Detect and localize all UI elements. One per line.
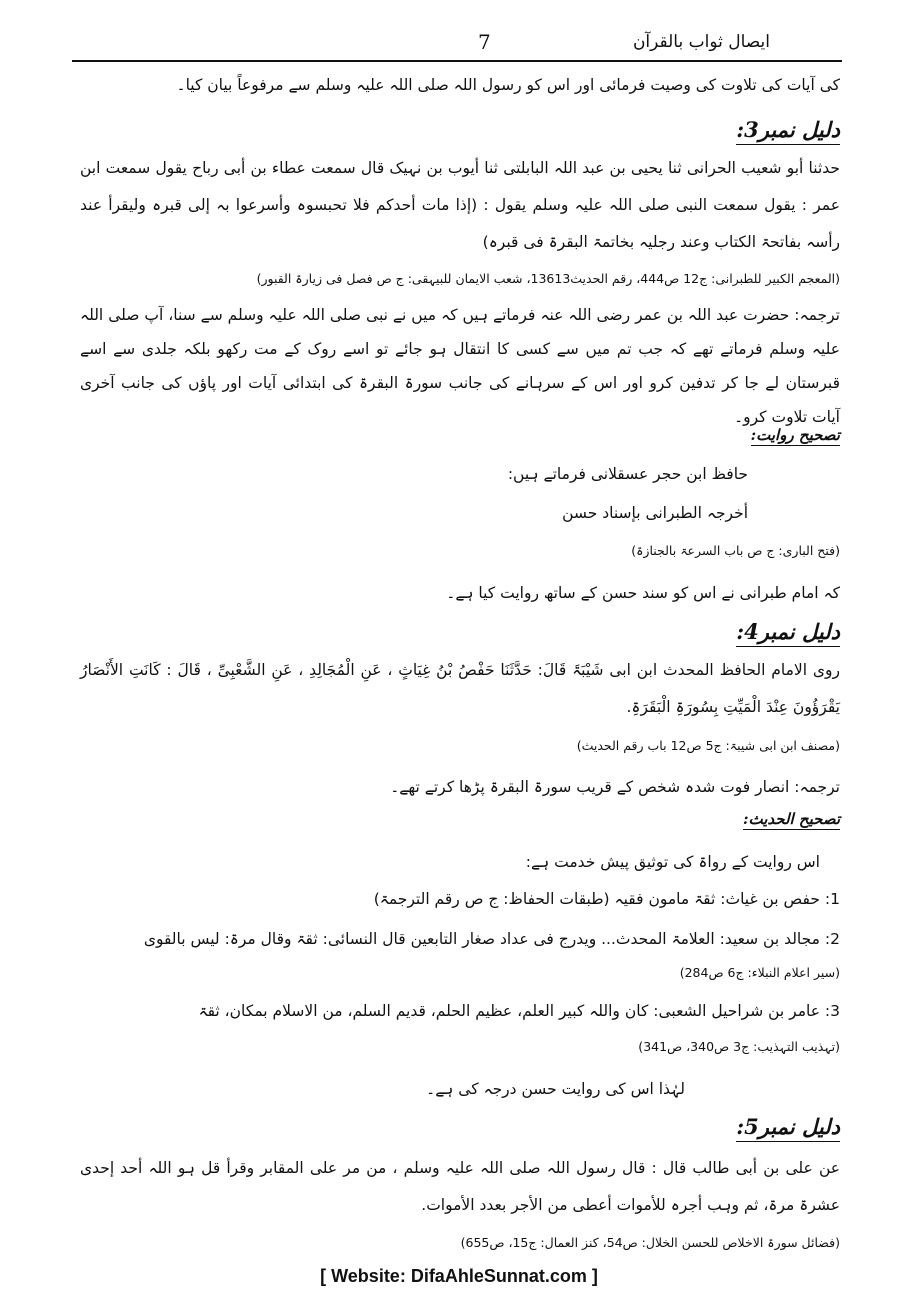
dalil4-reference: (مصنف ابن ابی شیبۃ: ج5 ص12 باب رقم الحدیث)	[576, 738, 840, 753]
dalil3-reference-2: (فتح الباری: ج ص باب السرعۃ بالجنازۃ)	[631, 543, 840, 558]
dalil3-hafiz-line	[80, 457, 840, 491]
dalil4-conclusion-line	[80, 1072, 840, 1106]
dalil4-intro: اس روایت کے رواۃ کی توثیق پیش خدمت ہے:	[525, 853, 820, 871]
dalil5-reference: (فضائل سورۃ الاخلاص للحسن الخلال: ص54، کنز العمال: ج15، ص655)	[460, 1235, 840, 1250]
dalil3-quote-line	[80, 496, 840, 530]
page-number: 7	[478, 30, 491, 54]
narrator-2-reference: (سیر اعلام النبلاء: ج6 ص284)	[679, 965, 840, 980]
dalil3-tasheeh-text: تصحیح روایت:	[750, 426, 840, 444]
dalil4-tasheeh-heading	[80, 810, 840, 828]
dalil4-conclusion: لہٰذا اس کی روایت حسن درجہ کی ہے۔	[426, 1080, 685, 1098]
dalil5-heading-text: دلیل نمبر5:	[736, 1114, 840, 1142]
dalil4-heading-text: دلیل نمبر4:	[736, 619, 840, 647]
dalil3-tasheeh-heading	[80, 426, 840, 444]
narrator-1: 1: حفص بن غیاث: ثقۃ مامون فقیہ (طبقات الحفاظ: ج ص رقم الترجمۃ)	[373, 890, 840, 908]
dalil5-heading	[80, 1112, 840, 1142]
narrator-3: 3: عامر بن شراحیل الشعبی: کان واللہ کبیر العلم، عظیم الحلم، قدیم السلم، من الاسلام بمکان، ثقۃ	[198, 1002, 840, 1020]
website-footer: [ Website: DifaAhleSunnat.com ]	[320, 1266, 598, 1286]
dalil4-translation: ترجمہ: انصار فوت شدہ شخص کے قریب سورۃ البقرۃ پڑھا کرتے تھے۔	[390, 778, 840, 796]
dalil4-arabic: روی الامام الحافظ المحدث ابن ابی شَیْبَۃَ قَالَ: حَدَّثَنَا حَفْصُ بْنُ غِیَاثٍ ، عَنِ الْمُجَالِدِ ، عَنِ الشَّعْبِیِّ ، قَالَ : کَانَتِ الأَنْصَارُ یَقْرَؤُونَ عِنْدَ الْمَیِّتِ بِسُورَۃِ الْبَقَرَۃِ.	[80, 661, 840, 716]
dalil3-hafiz: حافظ ابن حجر عسقلانی فرماتے ہیں:	[507, 465, 748, 483]
header-rule	[72, 60, 842, 62]
dalil3-heading-text: دلیل نمبر3:	[736, 117, 840, 145]
narrator-3-reference: (تہذیب التہذیب: ج3 ص340، ص341)	[638, 1039, 840, 1054]
page-header	[70, 30, 840, 60]
dalil5-arabic: عن علی بن أبی طالب قال : قال رسول اللہ صلی اللہ علیہ وسلم ، من مر علی المقابر وقرأ قل ہو اللہ أحد إحدی عشرۃ مرۃ، ثم وہب أجرہ للأموات أعطی من الأجر بعدد الأموات.	[80, 1159, 840, 1214]
dalil3-quote: أخرجہ الطبرانی بإسناد حسن	[562, 504, 748, 522]
dalil3-conclusion: کہ امام طبرانی نے اس کو سند حسن کے ساتھ روایت کیا ہے۔	[446, 584, 840, 602]
dalil3-translation: ترجمہ: حضرت عبد اللہ بن عمر رضی اللہ عنہ فرماتے ہیں کہ میں نے نبی صلی اللہ علیہ وسلم سے سنا، آپ صلی اللہ علیہ وسلم فرماتے تھے کہ جب تم میں سے کسی کا انتقال ہو جائے تو اسے روک کے مت رکھو بلکہ جلدی سے اسے قبرستان لے جا کر تدفین کرو اور اس کے سرہانے کی جانب سورۃ البقرۃ کی ابتدائی آیات اور پاؤں کی جانب آخری آیات تلاوت کرو۔	[80, 306, 840, 426]
dalil4-heading	[80, 617, 840, 647]
intro-line: کی آیات کی تلاوت کی وصیت فرمائی اور اس کو رسول اللہ صلی اللہ علیہ وسلم سے مرفوعاً بیان کیا۔	[176, 76, 840, 94]
dalil4-intro-line	[80, 845, 840, 879]
running-title: ایصال ثواب بالقرآن	[632, 32, 770, 52]
dalil3-heading	[80, 115, 840, 145]
dalil4-tasheeh-text: تصحیح الحدیث:	[742, 810, 840, 828]
dalil3-reference: (المعجم الکبیر للطبرانی: ج12 ص444، رقم الحدیث13613، شعب الایمان للبیہقی: ج ص فصل فی زیارۃ القبور)	[256, 271, 840, 286]
dalil3-arabic: حدثنا أبو شعیب الحرانی ثنا یحیی بن عبد اللہ البابلتی ثنا أیوب بن نہیک قال سمعت عطاء بن أبی رباح یقول سمعت ابن عمر : یقول سمعت النبی صلی اللہ علیہ وسلم یقول : (إذا مات أحدکم فلا تحبسوہ وأسرعوا بہ إلی قبرہ ولیقرأ عند رأسہ بفاتحۃ الکتاب وعند رجلیہ بخاتمۃ البقرۃ فی قبرہ)	[80, 159, 840, 251]
narrator-2: 2: مجالد بن سعید: العلامۃ المحدث... ویدرج فی عداد صغار التابعین قال النسائی: ثقۃ وقال مرۃ: لیس بالقوی	[143, 930, 840, 948]
